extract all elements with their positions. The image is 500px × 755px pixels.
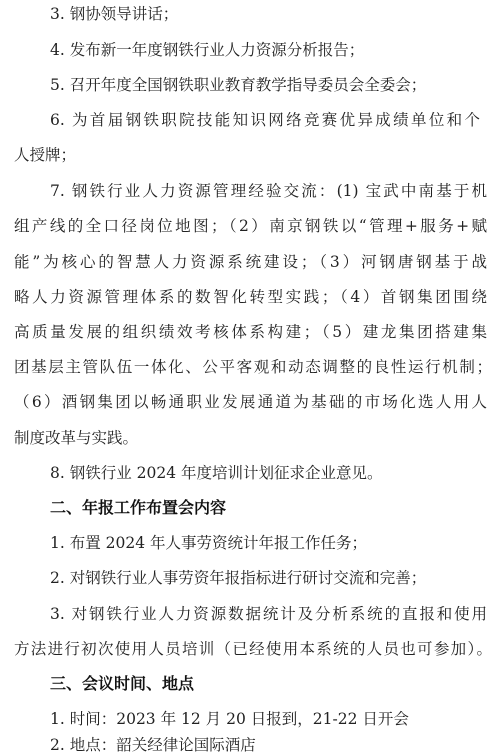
section-heading-3: 三、会议时间、地点 xyxy=(50,674,195,693)
section2-item-1: 1. 布置 2024 年人事劳资统计年报工作任务； xyxy=(50,534,368,552)
section3-item-2: 2. 地点：韶关经律论国际酒店 xyxy=(50,736,256,754)
list-item-4: 4. 发布新一年度钢铁行业人力资源分析报告； xyxy=(50,41,365,59)
list-item-7-line-3: 能”为核心的智慧人力资源系统建设；（3）河钢唐钢基于战 xyxy=(14,253,487,271)
list-item-6-line-2: 人授牌； xyxy=(14,146,77,164)
list-item-7-line-7: （6）酒钢集团以畅通职业发展通道为基础的市场化选人用人 xyxy=(14,393,487,411)
section-heading-2: 二、年报工作布置会内容 xyxy=(50,498,227,517)
list-item-7-line-4: 略人力资源管理体系的数智化转型实践；（4）首钢集团围绕 xyxy=(14,288,487,306)
list-item-7-line-2: 组产线的全口径岗位地图；（2）南京钢铁以“管理+服务+赋 xyxy=(14,217,487,235)
list-item-3: 3. 钢协领导讲话； xyxy=(50,5,179,23)
list-item-7-line-8: 制度改革与实践。 xyxy=(14,429,139,447)
list-item-7-line-6: 团基层主管队伍一体化、公平客观和动态调整的良性运行机制； xyxy=(14,358,492,376)
list-item-7-line-5: 高质量发展的组织绩效考核体系构建；（5）建龙集团搭建集 xyxy=(14,323,487,341)
section2-item-3-line-1: 3. 对钢铁行业人力资源数据统计及分析系统的直报和使用 xyxy=(50,605,487,623)
section2-item-3-line-2: 方法进行初次使用人员培训（已经使用本系统的人员也可参加）。 xyxy=(14,640,492,658)
section3-item-1: 1. 时间：2023 年 12 月 20 日报到，21-22 日开会 xyxy=(50,710,409,728)
section2-item-2: 2. 对钢铁行业人事劳资年报指标进行研讨交流和完善； xyxy=(50,569,427,587)
list-item-8: 8. 钢铁行业 2024 年度培训计划征求企业意见。 xyxy=(50,464,383,482)
list-item-7-line-1: 7. 钢铁行业人力资源管理经验交流：(1) 宝武中南基于机 xyxy=(50,182,487,200)
list-item-5: 5. 召开年度全国钢铁职业教育教学指导委员会全委会； xyxy=(50,76,427,94)
list-item-6-line-1: 6. 为首届钢铁职院技能知识网络竞赛优异成绩单位和个 xyxy=(50,111,480,129)
